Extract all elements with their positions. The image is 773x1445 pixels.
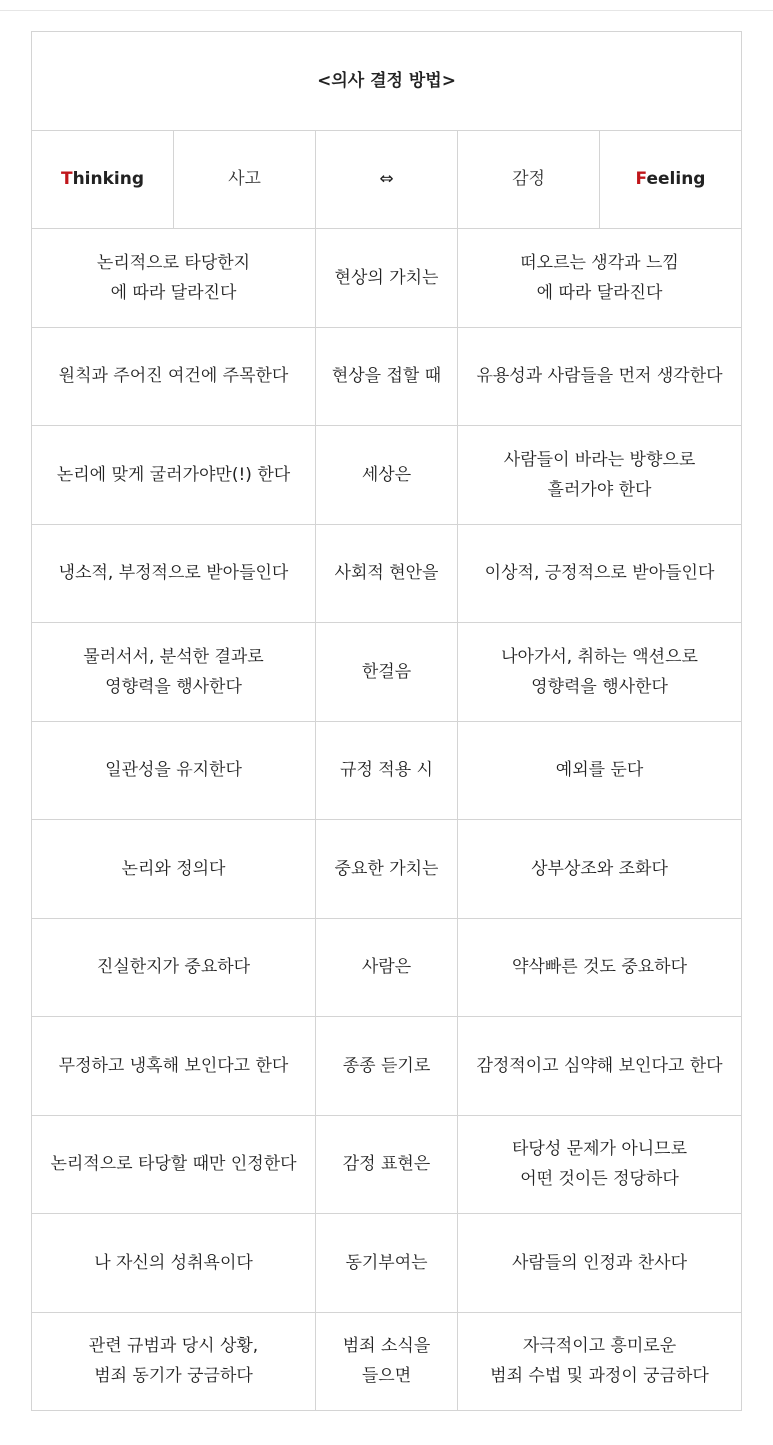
topic-cell: 규정 적용 시 — [316, 721, 458, 820]
thinking-initial: T — [60, 169, 73, 190]
thinking-cell: 논리에 맞게 굴러가야만(!) 한다 — [32, 426, 316, 525]
feeling-cell: 사람들이 바라는 방향으로 흘러가야 한다 — [458, 426, 742, 525]
feeling-label — [600, 130, 742, 229]
thinking-cell: 논리와 정의다 — [32, 820, 316, 919]
feeling-cell: 예외를 둔다 — [458, 721, 742, 820]
topic-cell: 범죄 소식을 들으면 — [316, 1312, 458, 1411]
topic-cell: 세상은 — [316, 426, 458, 525]
feeling-cell: 감정적이고 심약해 보인다고 한다 — [458, 1017, 742, 1116]
thinking-cell: 원칙과 주어진 여건에 주목한다 — [32, 327, 316, 426]
thinking-cell: 나 자신의 성취욕이다 — [32, 1214, 316, 1313]
feeling-korean-label: 감정 — [458, 130, 600, 229]
topic-cell: 감정 표현은 — [316, 1115, 458, 1214]
feeling-cell: 타당성 문제가 아니므로 어떤 것이든 정당하다 — [458, 1115, 742, 1214]
feeling-cell: 나아가서, 취하는 액션으로 영향력을 행사한다 — [458, 623, 742, 722]
topic-cell: 현상의 가치는 — [316, 229, 458, 328]
thinking-cell: 논리적으로 타당할 때만 인정한다 — [32, 1115, 316, 1214]
thinking-cell: 논리적으로 타당한지 에 따라 달라진다 — [32, 229, 316, 328]
thinking-label — [32, 130, 174, 229]
feeling-cell: 약삭빠른 것도 중요하다 — [458, 918, 742, 1017]
table-row — [32, 1214, 742, 1313]
thinking-korean-label: 사고 — [174, 130, 316, 229]
table-row — [32, 327, 742, 426]
thinking-cell: 진실한지가 중요하다 — [32, 918, 316, 1017]
feeling-cell: 자극적이고 흥미로운 범죄 수법 및 과정이 궁금하다 — [458, 1312, 742, 1411]
top-divider — [0, 10, 773, 11]
decision-method-table — [31, 31, 742, 1411]
table-row — [32, 1312, 742, 1411]
thinking-cell: 관련 규범과 당시 상황, 범죄 동기가 궁금하다 — [32, 1312, 316, 1411]
table-row — [32, 820, 742, 919]
thinking-cell: 무정하고 냉혹해 보인다고 한다 — [32, 1017, 316, 1116]
feeling-cell: 이상적, 긍정적으로 받아들인다 — [458, 524, 742, 623]
table-title: <의사 결정 방법> — [32, 32, 742, 131]
table-row — [32, 426, 742, 525]
topic-cell: 사람은 — [316, 918, 458, 1017]
table-row — [32, 721, 742, 820]
feeling-cell: 유용성과 사람들을 먼저 생각한다 — [458, 327, 742, 426]
feeling-cell: 상부상조와 조화다 — [458, 820, 742, 919]
header-row — [32, 130, 742, 229]
topic-cell: 현상을 접할 때 — [316, 327, 458, 426]
topic-cell: 동기부여는 — [316, 1214, 458, 1313]
feeling-cell: 사람들의 인정과 찬사다 — [458, 1214, 742, 1313]
table-row — [32, 1017, 742, 1116]
table-row — [32, 229, 742, 328]
table-row — [32, 918, 742, 1017]
table-row — [32, 524, 742, 623]
title-row — [32, 32, 742, 131]
topic-cell: 사회적 현안을 — [316, 524, 458, 623]
thinking-rest: hinking — [72, 169, 145, 190]
table-row — [32, 623, 742, 722]
thinking-cell: 냉소적, 부정적으로 받아들인다 — [32, 524, 316, 623]
table-row — [32, 1115, 742, 1214]
thinking-cell: 일관성을 유지한다 — [32, 721, 316, 820]
double-arrow-icon: ⇔ — [316, 130, 458, 229]
feeling-cell: 떠오르는 생각과 느낌 에 따라 달라진다 — [458, 229, 742, 328]
feeling-rest: eeling — [646, 169, 706, 190]
feeling-initial: F — [635, 169, 647, 190]
topic-cell: 종종 듣기로 — [316, 1017, 458, 1116]
topic-cell: 한걸음 — [316, 623, 458, 722]
topic-cell: 중요한 가치는 — [316, 820, 458, 919]
thinking-cell: 물러서서, 분석한 결과로 영향력을 행사한다 — [32, 623, 316, 722]
